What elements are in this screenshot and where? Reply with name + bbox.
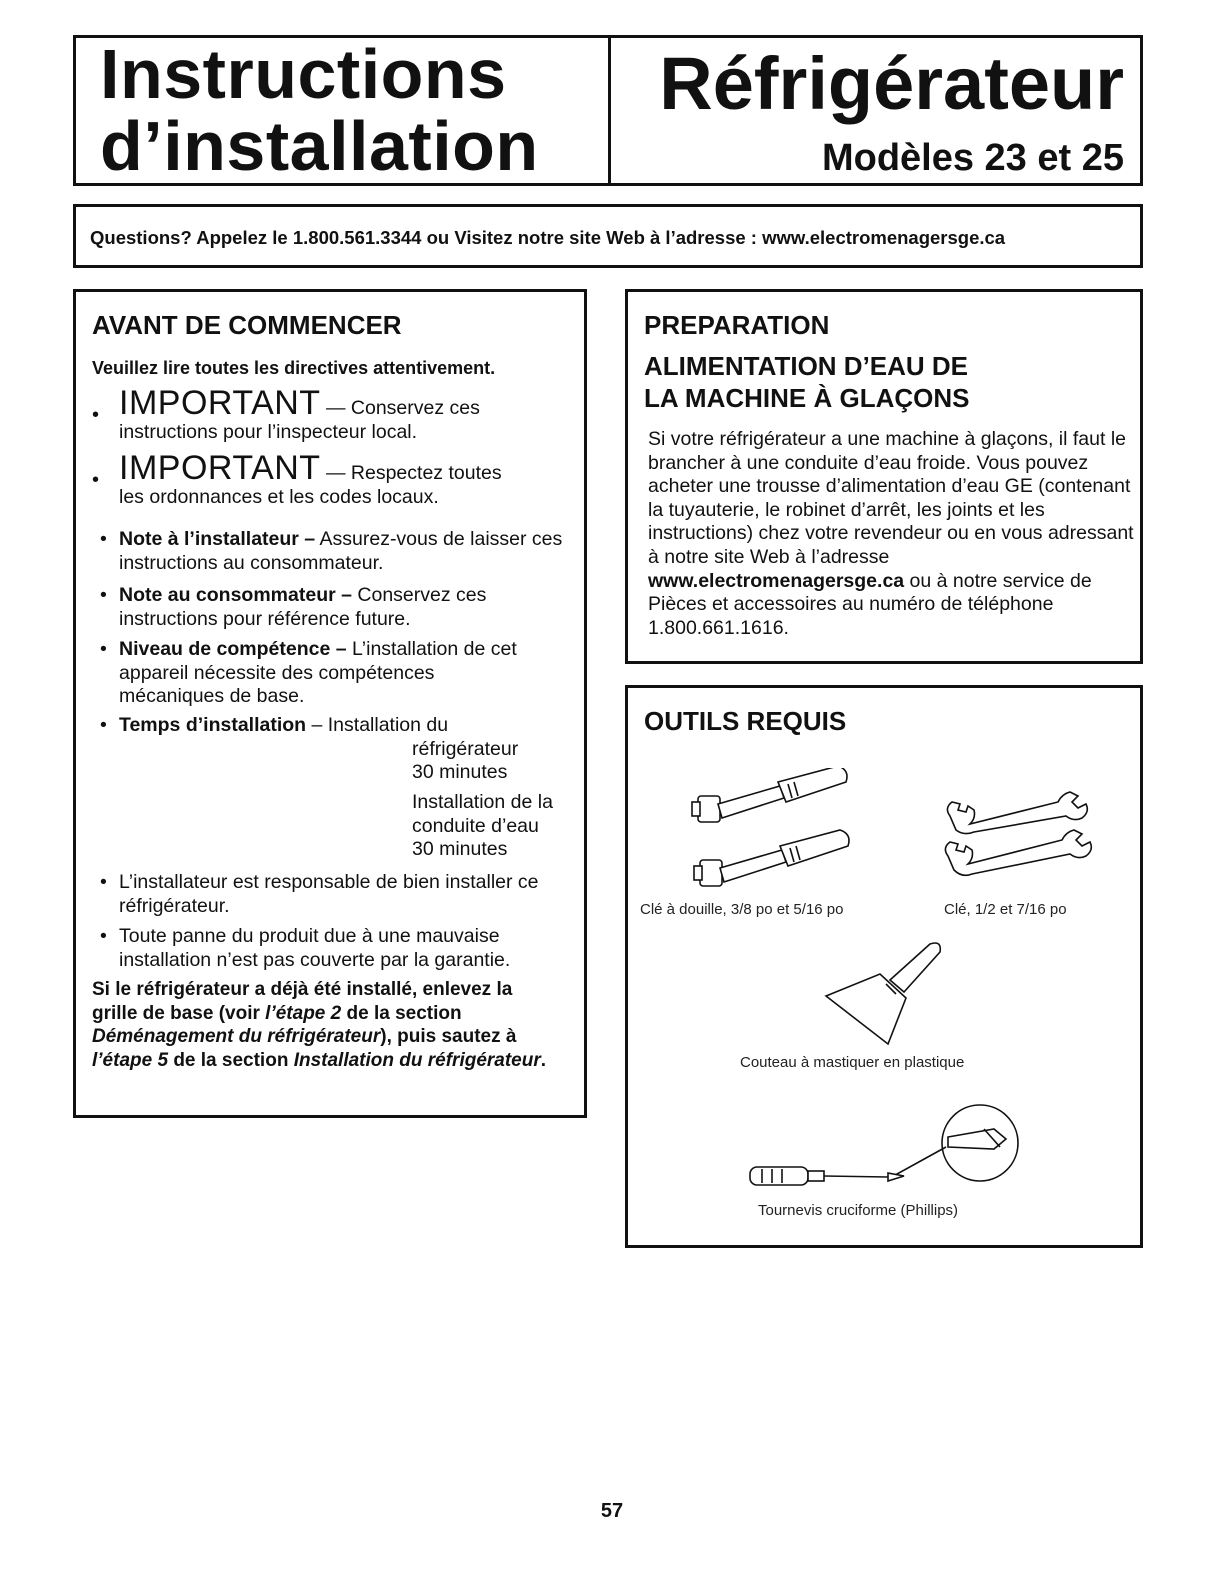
bullet: • [92,404,100,426]
wrench-caption: Clé, 1/2 et 7/16 po [944,901,1067,918]
closing-text: . [540,1049,547,1071]
closing-text: ), puis sautez à [380,1026,517,1047]
closing-section-ref: Installation du réfrigérateur [293,1049,541,1071]
time-water-line2: conduite d’eau [412,815,539,837]
closing-instruction [92,978,562,1072]
note-skill [92,638,582,709]
note-installer [92,528,582,575]
important-keyword: IMPORTANT [119,449,321,487]
closing-step-ref: l’étape 5 [92,1049,169,1071]
note-text: Toute panne du produit due à une mauvaise installation n’est pas couverte par la garantie. [119,925,511,971]
subtitle-line-1: ALIMENTATION D’EAU DE [644,351,969,381]
bullet: • [100,528,107,550]
putty-knife-icon [818,938,958,1048]
header-title-box [73,35,611,186]
note-text: – Installation du [306,714,449,736]
preparation-section [625,289,1143,664]
avant-title: AVANT DE COMMENCER [92,310,402,340]
page-number: 57 [600,1500,624,1522]
closing-text: de la section [168,1049,294,1071]
important-line1: — Respectez toutes [320,462,502,484]
bullet: • [100,584,107,606]
header-product-box [608,35,1143,186]
phillips-screwdriver-icon [748,1103,1038,1203]
important-line2: les ordonnances et les codes locaux. [119,486,439,508]
note-consumer [92,584,582,631]
time-water-line1: Installation de la [412,791,553,813]
note-warranty [92,925,582,972]
socket-wrench-caption: Clé à douille, 3/8 po et 5/16 po [640,901,844,918]
note-installer-responsibility [92,871,582,918]
models-label: Modèles 23 et 25 [821,137,1124,179]
screwdriver-caption: Tournevis cruciforme (Phillips) [758,1202,959,1219]
note-text: L’installation de cet appareil nécessite des compétences mécaniques de base. [119,638,517,707]
open-end-wrench-icon [938,788,1098,888]
important-keyword: IMPORTANT [119,384,321,422]
socket-wrench-icon [688,768,858,898]
avant-lead: Veuillez lire toutes les directives attentivement. [92,358,496,378]
avant-section [73,289,587,1118]
document-title [100,35,539,185]
subtitle-line-2: LA MACHINE À GLAÇONS [644,383,970,413]
preparation-body [648,428,1138,640]
important-line1: — Conservez ces [320,397,480,419]
note-text: L’installateur est responsable de bien installer ce réfrigérateur. [119,871,539,917]
important-line2: instructions pour l’inspecteur local. [119,421,418,443]
time-water-minutes: 30 minutes [412,838,508,860]
body-text: Si votre réfrigérateur a une machine à glaçons, il faut le brancher à une conduite d’eau froide. Vous pouvez acheter une trousse d’alimentation d’eau GE (contenant la tuyauterie, le robinet d’arrêt, les joints et les instructions) chez votre revendeur ou en vous adressant à notre site Web à l’adresse [648,428,1134,568]
bullet: • [100,714,107,736]
note-label: Temps d’installation [119,714,307,736]
note-label: Note au consommateur – [119,584,352,606]
website-link[interactable]: www.electromenagersge.ca [648,569,905,592]
note-label: Note à l’installateur – [119,528,316,550]
preparation-subtitle [644,350,969,414]
note-time [92,714,582,738]
important-item-1 [92,384,572,444]
title-line-2: d’installation [100,107,539,185]
note-label: Niveau de compétence – [119,638,347,660]
closing-section-ref: Déménagement du réfrigérateur [92,1026,381,1047]
closing-text: de la section [341,1002,462,1024]
bullet: • [100,638,107,660]
body-text: ou à notre service de Pièces et accessoires au numéro de téléphone 1.800.661.1616. [648,569,1092,639]
outils-section [625,685,1143,1248]
questions-text: Questions? Appelez le 1.800.561.3344 ou Visitez notre site Web à l’adresse : www.electromenagersge.ca [90,227,1006,248]
product-title: Réfrigérateur [659,42,1124,125]
closing-step-ref: l’étape 2 [265,1002,342,1024]
important-item-2 [92,449,572,509]
preparation-title: PREPARATION [644,310,830,340]
bullet: • [92,469,100,491]
bullet: • [100,871,107,893]
time-fridge-minutes: 30 minutes [412,761,508,783]
closing-text: Si le réfrigérateur a déjà été installé, enlevez la grille de base (voir [92,979,513,1024]
putty-knife-caption: Couteau à mastiquer en plastique [740,1054,965,1071]
note-text: Assurez-vous de laisser ces instructions au consommateur. [119,528,563,574]
time-fridge-line2: réfrigérateur [412,738,519,760]
bullet: • [100,925,107,947]
title-line-1: Instructions [100,35,507,113]
outils-title: OUTILS REQUIS [644,706,847,736]
note-text: Conservez ces instructions pour référence future. [119,584,487,630]
questions-banner [73,204,1143,268]
